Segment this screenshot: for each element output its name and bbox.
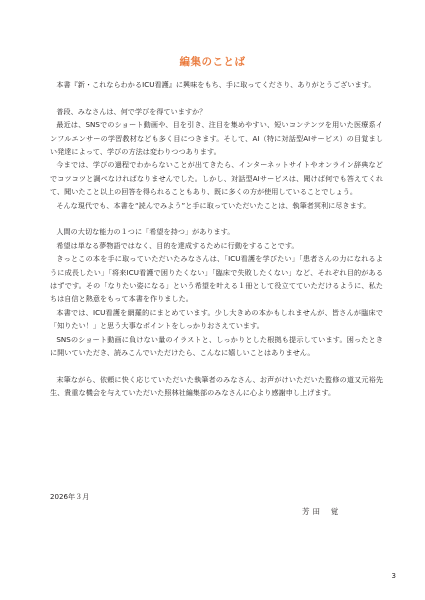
paragraph: 今までは、学びの過程でわからないことが出てきたら、インターネットサイトやオンライン辞典などでコツコツと調べなければなりませんでした。しかし、対話型AIサービスは、聞けば何でも答えてくれて、聞いたこと以上の回答を得られることもあり、既に多くの方が使用していることでしょう。 — [50, 160, 383, 197]
page-title: 編集のことば — [179, 56, 246, 68]
paragraph: 本書では、ICU看護を網羅的にまとめています。少し大きめの本かもしれませんが、皆さんが臨床で「知りたい！」と思う大事なポイントをしっかりおさえています。 — [50, 307, 383, 331]
paragraph: 本書『新・これならわかるICU看護』に興味をもち、手に取ってくださり、ありがとうございます。 — [56, 80, 376, 89]
page-number: 3 — [391, 572, 396, 580]
paragraph: そんな現代でも、本書を“読んでみよう”と手に取っていただいたことは、執筆者冥利に尽きます。 — [56, 200, 371, 210]
paragraph: 末筆ながら、依頼に快く応じていただいた執筆者のみなさん、お声がけいただいた監修の道又元裕先生、貴重な機会を与えていただいた照林社編集部のみなさんに心より感謝申し上げます。 — [50, 374, 383, 398]
paragraph: 普段、みなさんは、何で学びを得ていますか？ — [56, 106, 207, 116]
author-name: 芳 田 覚 — [302, 507, 339, 516]
paragraph: 人間の大切な能力の１つに「希望を持つ」があります。 — [56, 227, 235, 237]
paragraph: きっとこの本を手に取っていただいたみなさんは、「ICU看護を学びたい」「患者さんの力になれるように成長したい」「将来ICU看護で困りたくない」「臨床で失敗したくない」など、それぞれ目的があるはずです。その「なりたい姿になる」という希望を叶える１冊として役立てていただけるように、私たちは自信と熱意をもって本書を作りました。 — [50, 254, 383, 304]
paragraph-gap — [50, 360, 383, 373]
paragraph-gap — [50, 212, 383, 225]
date-line: 2026年３月 — [50, 492, 90, 501]
paragraph: 希望は単なる夢物語ではなく、目的を達成するために行動をすることです。 — [56, 240, 299, 250]
paragraph: SNSのショート動画に負けない量のイラストと、しっかりとした根拠も提示しています。困ったときに開いていただき、読みこんでいただけたら、こんなに嬉しいことはありません。 — [50, 334, 383, 358]
paragraph-gap — [50, 91, 383, 104]
body-text — [50, 78, 383, 400]
paragraph: 最近は、SNSでのショート動画や、目を引き、注目を集めやすい、短いコンテンツを用いた医療系インフルエンサーの学習教材なども多く目につきます。そして、AI（特に対話型AIサービス）の目覚ましい発達によって、学びの方法は変わりつつあります。 — [50, 120, 383, 157]
